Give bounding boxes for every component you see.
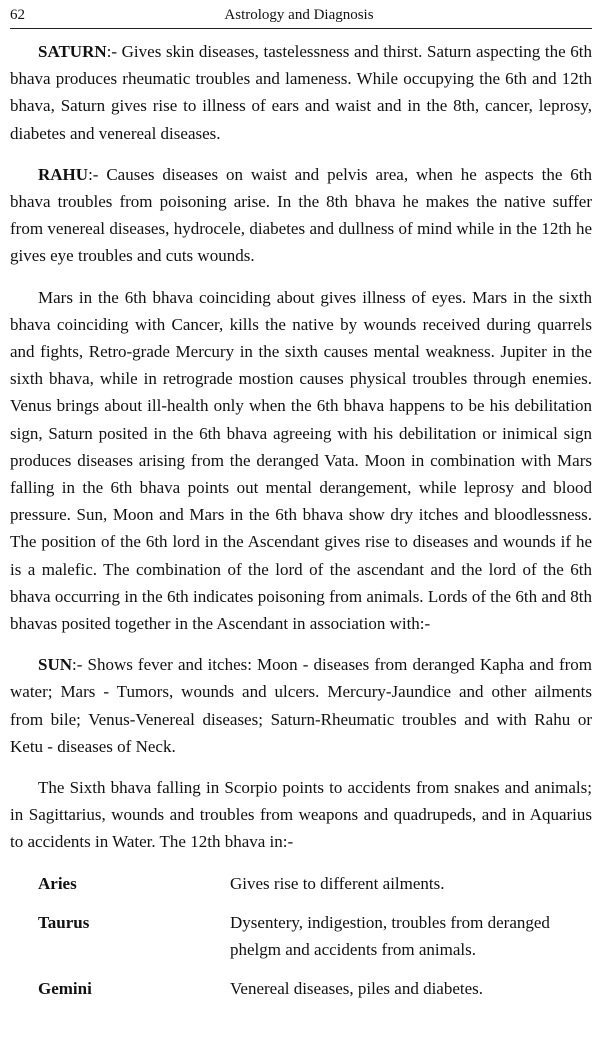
page-number: 62: [10, 7, 25, 23]
page-header: [10, 4, 588, 26]
table-row: [10, 975, 592, 1014]
paragraph-text: :- Gives skin diseases, tastelessness and thirst. Saturn aspecting the 6th bhava produces rheumatic troubles and lameness. While occupying the 6th and 12th bhava, Saturn gives rise to illness of ears and waist and in the 8th, cancer, leprosy, diabetes and venereal diseases.: [10, 42, 592, 143]
sign-name: Taurus: [38, 912, 90, 932]
sign-table: [10, 870, 592, 1015]
table-row: [10, 870, 592, 909]
page-body: [10, 38, 592, 1015]
heading-rahu: RAHU: [38, 164, 89, 184]
heading-saturn: SATURN: [38, 42, 107, 61]
sign-name: Gemini: [38, 979, 92, 999]
running-title: Astrology and Diagnosis: [224, 7, 374, 23]
sign-effect: Gives rise to different ailments.: [230, 873, 445, 893]
paragraph-mars: [10, 284, 592, 638]
paragraph-text: :- Causes diseases on waist and pelvis area, when he aspects the 6th bhava troubles from poisoning arise. In the 8th bhava he makes the native suffer from venereal diseases, hydrocele, diabetes and dullness of mind while in the 12th he gives eye troubles and cuts wounds.: [10, 164, 592, 266]
paragraph-text: Mars in the 6th bhava coinciding about gives illness of eyes. Mars in the sixth bhava coinciding with Cancer, kills the native by wounds received during quarrels and fights, Retro-grade Mercury in the sixth causes mental weakness. Jupiter in the sixth bhava, while in retrograde mostion causes physical troubles through enemies. Venus brings about ill-health only when the 6th bhava happens to be his debilitation sign, Saturn posited in the 6th bhava agreeing with his debilitation or inimical sign produces diseases arising from the deranged Vata. Moon in combination with Mars falling in the 6th bhava points out mental derangement, while leprosy and blood pressure. Sun, Moon and Mars in the 6th bhava show dry itches and bloodlessness. The position of the 6th lord in the Ascendant gives rise to diseases and wounds if he is a malefic. The combination of the lord of the ascendant and the lord of the 6th bhava occurring in the 6th indicates poisoning from animals. Lords of the 6th and 8th bhavas posited together in the Ascendant in association with:-: [10, 287, 592, 634]
sign-effect: Venereal diseases, piles and diabetes.: [230, 979, 484, 999]
sign-effect: Dysentery, indigestion, troubles from deranged phelgm and accidents from animals.: [230, 912, 550, 960]
sign-name: Aries: [38, 873, 77, 893]
header-rule: [10, 28, 592, 29]
heading-sun: SUN: [38, 655, 73, 675]
paragraph-text: The Sixth bhava falling in Scorpio points to accidents from snakes and animals; in Sagittarius, wounds and troubles from weapons and quadrupeds, and in Aquarius to accidents in Water. The 12th bhava in:-: [10, 778, 592, 852]
paragraph-sun: [10, 651, 592, 760]
paragraph-rahu: [10, 161, 592, 270]
paragraph-sixth-bhava: [10, 774, 592, 856]
paragraph-saturn: [10, 38, 592, 147]
table-row: [10, 909, 592, 975]
paragraph-text: :- Shows fever and itches: Moon - diseases from deranged Kapha and from water; Mars - Tumors, wounds and ulcers. Mercury-Jaundice and other ailments from bile; Venus-Venereal diseases; Saturn-Rheumatic troubles and with Rahu or Ketu - diseases of Neck.: [10, 655, 592, 756]
